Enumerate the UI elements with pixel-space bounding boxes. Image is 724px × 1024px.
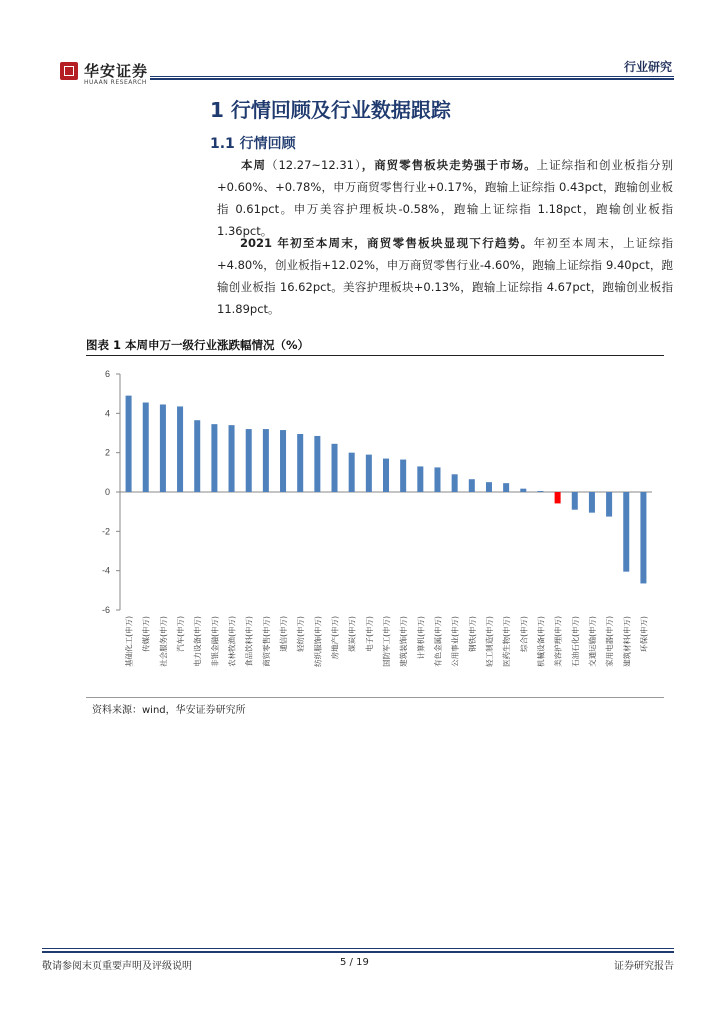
y-tick-label: -2 [101,526,110,537]
y-tick-label: 6 [104,369,110,379]
x-tick-label: 电子(申万) [364,616,374,652]
bar [332,444,338,492]
x-tick-label: 综合(申万) [519,616,529,652]
bar [452,474,458,492]
paragraph-weekly [217,154,673,242]
bar [640,492,646,583]
bar [143,403,149,492]
figure-caption: 图表 1 本周申万一级行业涨跌幅情况（%） [86,338,310,352]
footer-report-type: 证券研究报告 [614,961,674,972]
bar [400,460,406,492]
header-divider [150,76,674,77]
bar [314,436,320,492]
para-body: 年初至本周末，上证综指+4.80%，创业板指+12.02%，申万商贸零售行业-4.60%，跑输上证综指 9.40pct，跑输创业板指 16.62pct。美容护理板块+0.13%，跑输上证综指 4.67pct，跑输创业板指 11.89pct。 [217,236,673,316]
x-tick-label: 国防军工(申万) [382,616,391,667]
x-tick-label: 基础化工(申万) [124,616,134,667]
x-tick-label: 电力设备(申万) [193,616,203,667]
bar [503,483,509,492]
bar [297,434,303,492]
bar [486,482,492,492]
x-tick-label: 社会服务(申万) [158,616,168,667]
x-tick-label: 商贸零售(申万) [261,616,271,667]
bar [383,459,389,492]
bar [229,425,235,492]
footer-divider-thick [42,951,674,953]
para-bold: ，商贸零售板块走势强于市场。 [361,158,537,172]
bar [417,466,423,492]
bar [263,429,269,492]
bar [520,489,526,492]
bar [177,406,183,492]
bar [246,429,252,492]
x-tick-label: 建筑装饰(申万) [399,616,409,667]
bar [349,453,355,492]
bar [194,420,200,492]
brand-name-en: HUAAN RESEARCH [84,79,147,86]
x-tick-label: 机械设备(申万) [536,616,546,667]
para-lead: 本周 [240,158,266,172]
footer-divider [42,948,674,949]
y-tick-label: -6 [101,605,110,615]
bar [623,492,629,572]
brand-logo-icon [60,62,78,80]
bar [555,492,561,503]
y-tick-label: 4 [104,408,110,419]
x-tick-label: 美容护理(申万) [553,616,563,667]
bar [211,424,217,492]
subsection-title: 1.1 行情回顾 [210,136,296,152]
x-tick-label: 医药生物(申万) [502,616,512,667]
figure-bottom-rule [86,697,664,698]
page-number: 5 / 19 [340,957,369,968]
x-tick-label: 公用事业(申万) [450,616,460,667]
figure-source: 资料来源：wind，华安证券研究所 [92,705,246,716]
y-tick-label: 2 [104,447,110,458]
header-divider-thick [150,78,674,80]
bar [434,467,440,492]
para-body: 上证综指和创业板指分别+0.60%、+0.78%，申万商贸零售行业+0.17%，跑输上证综指 0.43pct，跑输创业板指 0.61pct。申万美容护理板块-0.58%，跑输上证综指 1.18pct，跑输创业板指 1.36pct。 [217,158,674,238]
para-bold: 2021 年初至本周末，商贸零售板块显现下行趋势。 [240,236,534,250]
x-tick-label: 轻纺(申万) [296,616,306,652]
bar [160,404,166,492]
x-tick-label: 农林牧渔(申万) [227,616,237,667]
x-tick-label: 交通运输(申万) [587,616,597,667]
bar-chart [86,360,664,695]
paragraph-ytd [217,232,673,320]
x-tick-label: 传媒(申万) [141,616,151,652]
x-tick-label: 汽车(申万) [176,616,186,652]
brand-name: 华安证券 [84,62,149,80]
x-tick-label: 轻工制造(申万) [484,616,494,667]
y-tick-label: -4 [101,565,110,576]
bar [572,492,578,510]
x-tick-label: 通信(申万) [279,616,289,652]
figure-top-rule [86,355,664,356]
x-tick-label: 家用电器(申万) [605,616,615,667]
x-tick-label: 食品饮料(申万) [244,616,254,667]
para-range: （12.27~12.31） [265,158,362,172]
footer-disclaimer: 敬请参阅末页重要声明及评级说明 [42,961,192,972]
x-tick-label: 有色金属(申万) [433,616,443,667]
x-tick-label: 钢铁(申万) [467,616,477,652]
bar [469,479,475,492]
bar [280,430,286,492]
x-tick-label: 纺织服饰(申万) [313,616,323,667]
x-tick-label: 建筑材料(申万) [622,616,632,667]
bar [589,492,595,513]
x-tick-label: 计算机(申万) [416,616,426,660]
x-tick-label: 煤炭(申万) [347,616,357,652]
section-label: 行业研究 [623,60,672,74]
x-tick-label: 环保(申万) [639,616,649,652]
bar [537,491,543,492]
x-tick-label: 石油石化(申万) [570,616,580,667]
bar [606,492,612,517]
bar [126,396,132,492]
section-title: 1 行情回顾及行业数据跟踪 [210,98,451,122]
x-tick-label: 房地产(申万) [330,616,340,660]
x-tick-label: 非银金融(申万) [210,616,220,667]
y-tick-label: 0 [104,487,110,497]
bar [366,455,372,492]
